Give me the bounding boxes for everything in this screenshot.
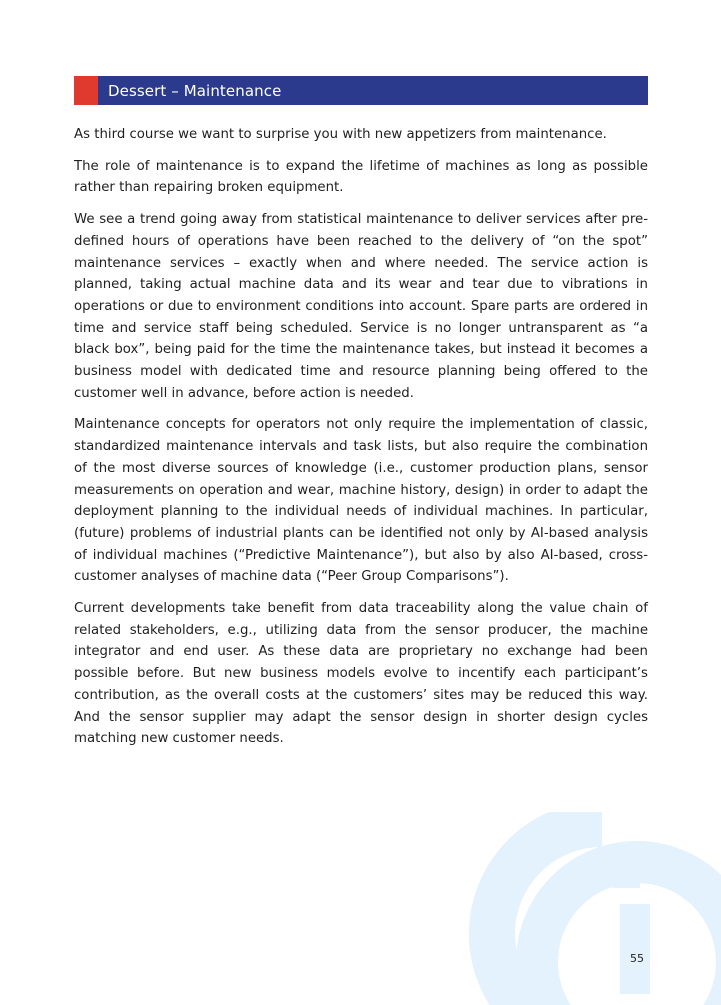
paragraph: Maintenance concepts for operators not only require the implementation of classic, standardized maintenance intervals and task lists, but also require the combination of the most diverse sources of knowledge (i.e., customer production plans, sensor measurements on operation and wear, machine history, design) in order to adapt the deployment planning to the individual needs of individual machines. In particular, (future) problems of industrial plants can be identified not only by AI-based analysis of individual machines (“Predictive Maintenance”), but also by also AI-based, cross-customer analyses of machine data (“Peer Group Comparisons”). [74,417,648,585]
paragraph: As third course we want to surprise you with new appetizers from maintenance. [74,127,607,142]
logo-watermark-icon [452,812,721,1005]
paragraph: Current developments take benefit from data traceability along the value chain of related stakeholders, e.g., utilizing data from the sensor producer, the machine integrator and end user. As these data are proprietary no exchange had been possible before. But new business models evolve to incentify each participant’s contribution, as the overall costs at the customers’ sites may be reduced this way. And the sensor supplier may adapt the sensor design in shorter design cycles matching new customer needs. [74,601,648,747]
header-accent [74,76,98,105]
page-number: 55 [630,952,644,965]
section-header [74,76,648,105]
paragraph: We see a trend going away from statistical maintenance to deliver services after pre-defined hours of operations have been reached to the delivery of “on the spot” maintenance services – exactly when and where needed. The service action is planned, taking actual machine data and its wear and tear due to vibrations in operations or due to environment conditions into account. Spare parts are ordered in time and service staff being scheduled. Service is no longer untransparent as “a black box”, being paid for the time the maintenance takes, but instead it becomes a business model with dedicated time and resource planning being offered to the customer well in advance, before action is needed. [74,212,648,401]
section-title: Dessert – Maintenance [108,81,282,100]
paragraph: The role of maintenance is to expand the lifetime of machines as long as possible rather than repairing broken equipment. [74,158,648,196]
body-text [74,124,648,760]
